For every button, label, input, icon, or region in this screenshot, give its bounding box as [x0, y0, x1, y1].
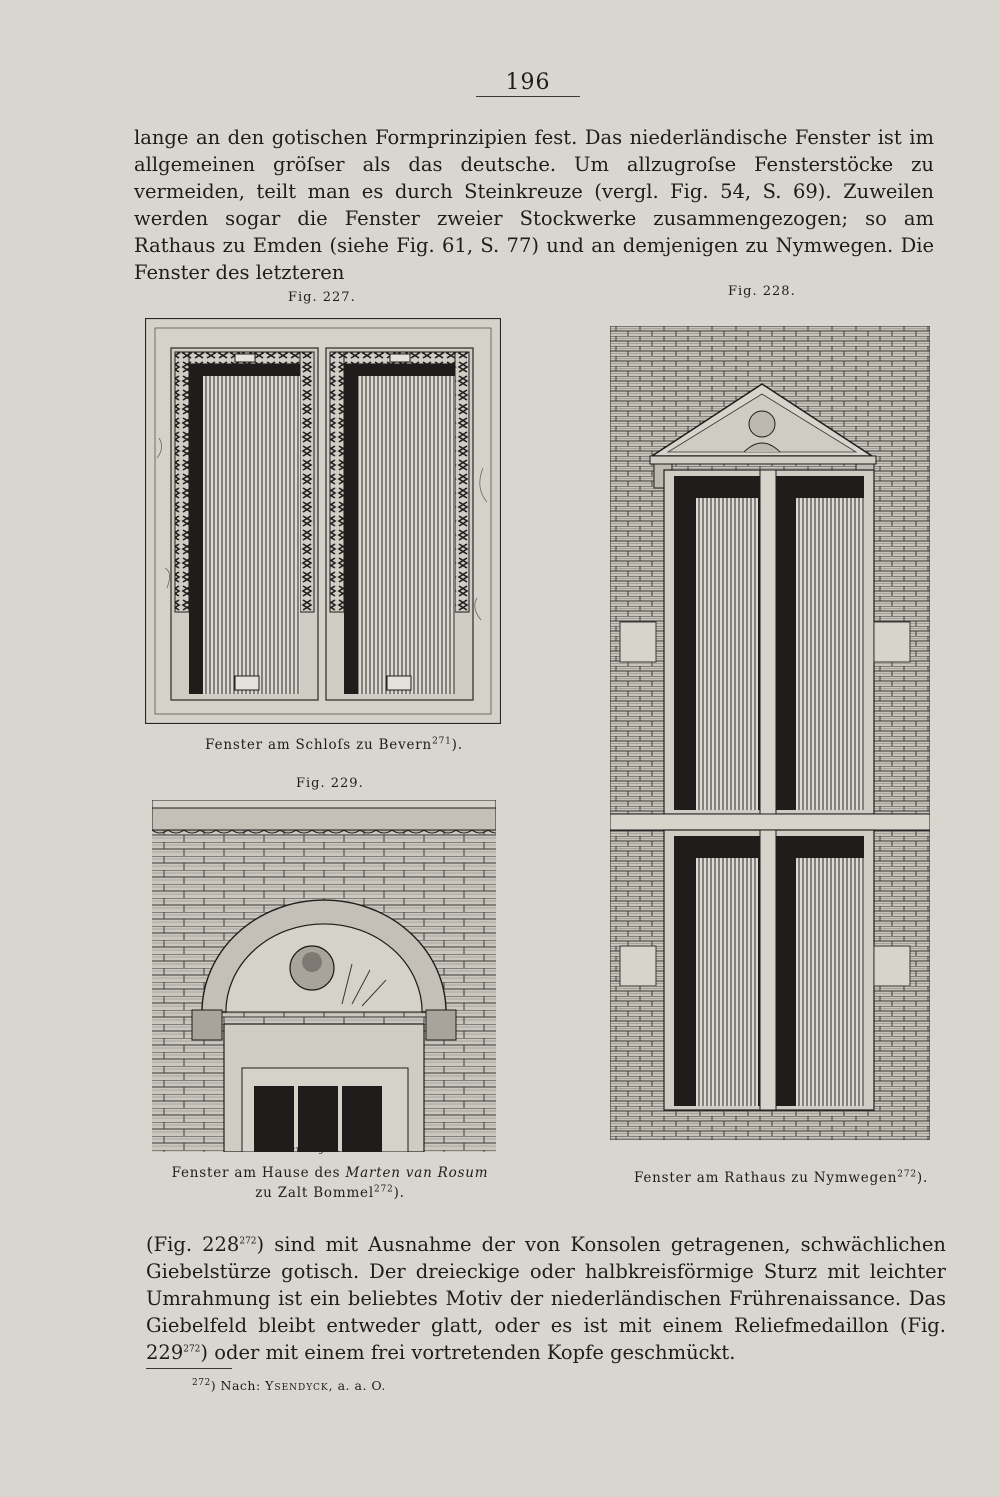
page-number: 196 — [505, 70, 551, 95]
fig-227-illustration — [145, 318, 501, 724]
fig-229-caption: Fenster am Hause des Marten van Rosum zu Zalt Bommel$^{272}$). — [171, 1165, 489, 1201]
footnote: $^{272}$) Nach: Ysendyck, a. a. O. — [192, 1377, 386, 1393]
fig-229-signature: Sieverdyck. sc. — [279, 1145, 360, 1155]
fig-229-illustration — [152, 800, 496, 1152]
paragraph-top: lange an den gotischen Formprinzipien fest. Das niederländische Fenster ist im allgemeinen gröſser als das deutsche. Um allzugroſse Fensterstöcke zu vermeiden, teilt man es durch Steinkreuze (vergl. Fig. 54, S. 69). Zuweilen werden sogar die Fenster zweier Stockwerke zusammengezogen; so am Rathaus zu Emden (siehe Fig. 61, S. 77) und an demjenigen zu Nymwegen. Die Fenster des letzteren — [134, 126, 934, 284]
fig-227-caption: Fenster am Schloſs zu Bevern$^{271}$). — [205, 736, 463, 753]
page-number-rule — [476, 96, 580, 97]
paragraph-bottom: (Fig. $228^{272}$) sind mit Ausnahme der von Konsolen getragenen, schwächlichen Giebelstürze gotisch. Der dreieckige oder halbkreisförmige Sturz mit leichter Umrahmung ist ein beliebtes Motiv der niederländischen Frührenaissance. Das Giebelfeld bleibt entweder glatt, oder es ist mit einem Reliefmedaillon (Fig. $229^{272}$) oder mit einem frei vortretenden Kopfe geschmückt. — [146, 1233, 946, 1364]
fig-227-label: Fig. 227. — [288, 290, 356, 305]
fig-228-caption: Fenster am Rathaus zu Nymwegen$^{272}$). — [633, 1169, 929, 1186]
footnote-rule — [146, 1368, 232, 1369]
fig-228-label: Fig. 228. — [728, 284, 796, 299]
fig-228-illustration — [610, 326, 930, 1140]
fig-229-label: Fig. 229. — [296, 776, 364, 791]
